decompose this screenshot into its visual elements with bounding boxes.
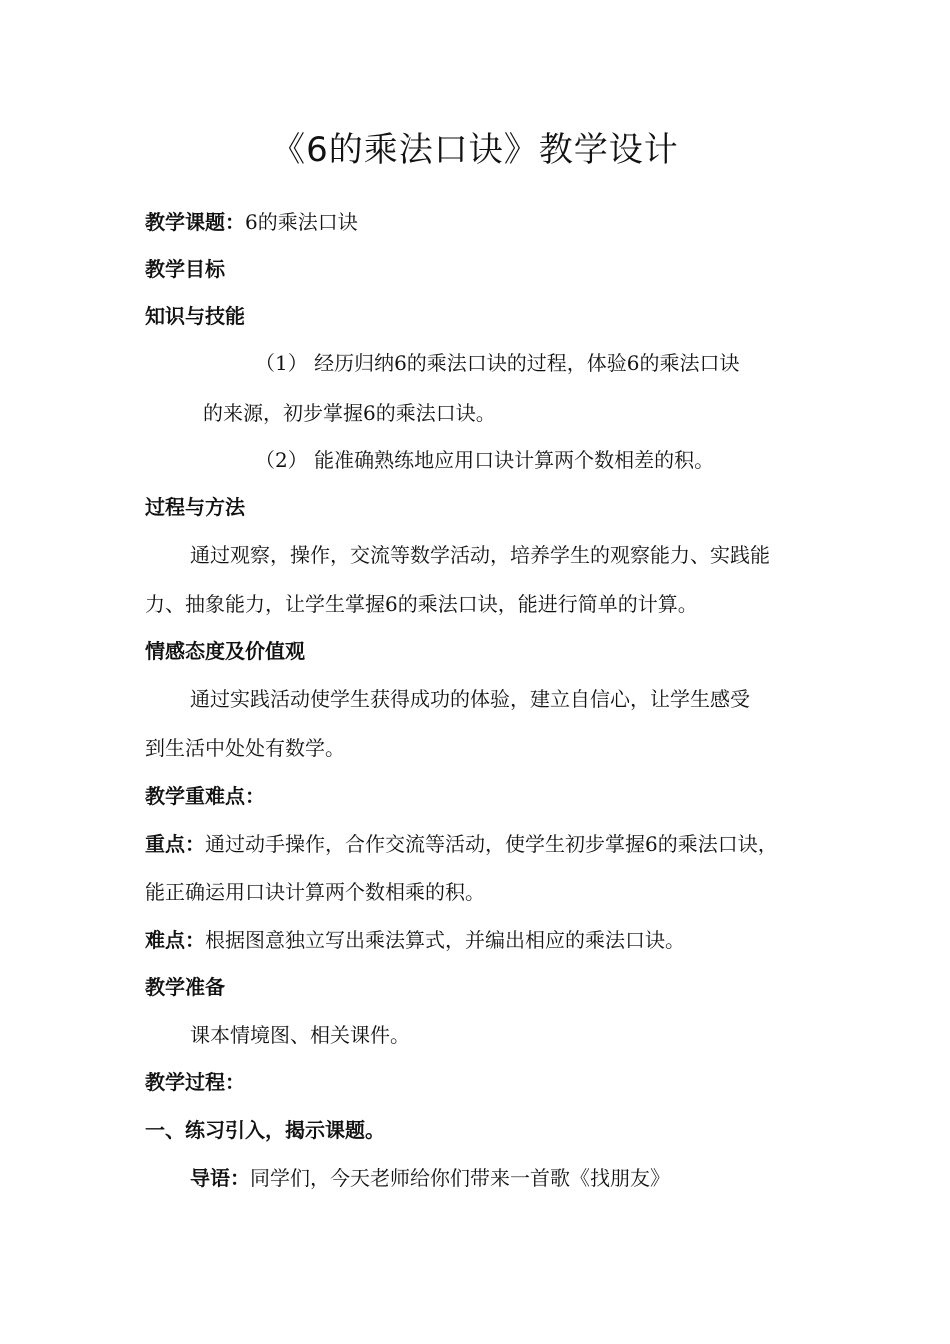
knowledge-item1-line1: （1） 经历归纳6的乘法口诀的过程，体验6的乘法口诀 (255, 351, 740, 375)
difficulty-line (145, 925, 685, 955)
key-point-label: 重点： (145, 832, 205, 856)
prep-heading: 教学准备 (145, 975, 225, 999)
topic-line (145, 207, 358, 237)
document-title: 《6的乘法口诀》教学设计 (271, 130, 679, 170)
process-heading: 过程与方法 (145, 495, 245, 519)
process-line1: 通过观察，操作，交流等数学活动，培养学生的观察能力、实践能 (190, 543, 770, 567)
intro-text: 同学们，今天老师给你们带来一首歌《找朋友》 (250, 1166, 670, 1190)
key-point-text: 通过动手操作，合作交流等活动，使学生初步掌握6的乘法口诀， (205, 832, 778, 856)
key-point-line2: 能正确运用口诀计算两个数相乘的积。 (145, 880, 485, 904)
intro-line (190, 1163, 670, 1193)
section1-heading: 一、练习引入，揭示课题。 (145, 1118, 385, 1142)
emotion-line2: 到生活中处处有数学。 (145, 736, 345, 760)
difficulty-label: 难点： (145, 928, 205, 952)
key-point-line1 (145, 829, 778, 859)
goals-heading: 教学目标 (145, 257, 225, 281)
topic-label: 教学课题： (145, 210, 245, 234)
topic-value: 6的乘法口诀 (245, 210, 358, 234)
prep-text: 课本情境图、相关课件。 (190, 1023, 410, 1047)
intro-label: 导语： (190, 1166, 250, 1190)
procedure-heading: 教学过程： (145, 1070, 245, 1094)
knowledge-item1-line2: 的来源，初步掌握6的乘法口诀。 (203, 401, 496, 425)
knowledge-heading: 知识与技能 (145, 304, 245, 328)
difficulty-text: 根据图意独立写出乘法算式，并编出相应的乘法口诀。 (205, 928, 685, 952)
emotion-heading: 情感态度及价值观 (145, 639, 305, 663)
knowledge-item2: （2） 能准确熟练地应用口诀计算两个数相差的积。 (255, 448, 715, 472)
key-points-heading: 教学重难点： (145, 784, 265, 808)
emotion-line1: 通过实践活动使学生获得成功的体验，建立自信心，让学生感受 (190, 687, 750, 711)
process-line2: 力、抽象能力，让学生掌握6的乘法口诀，能进行简单的计算。 (145, 592, 698, 616)
